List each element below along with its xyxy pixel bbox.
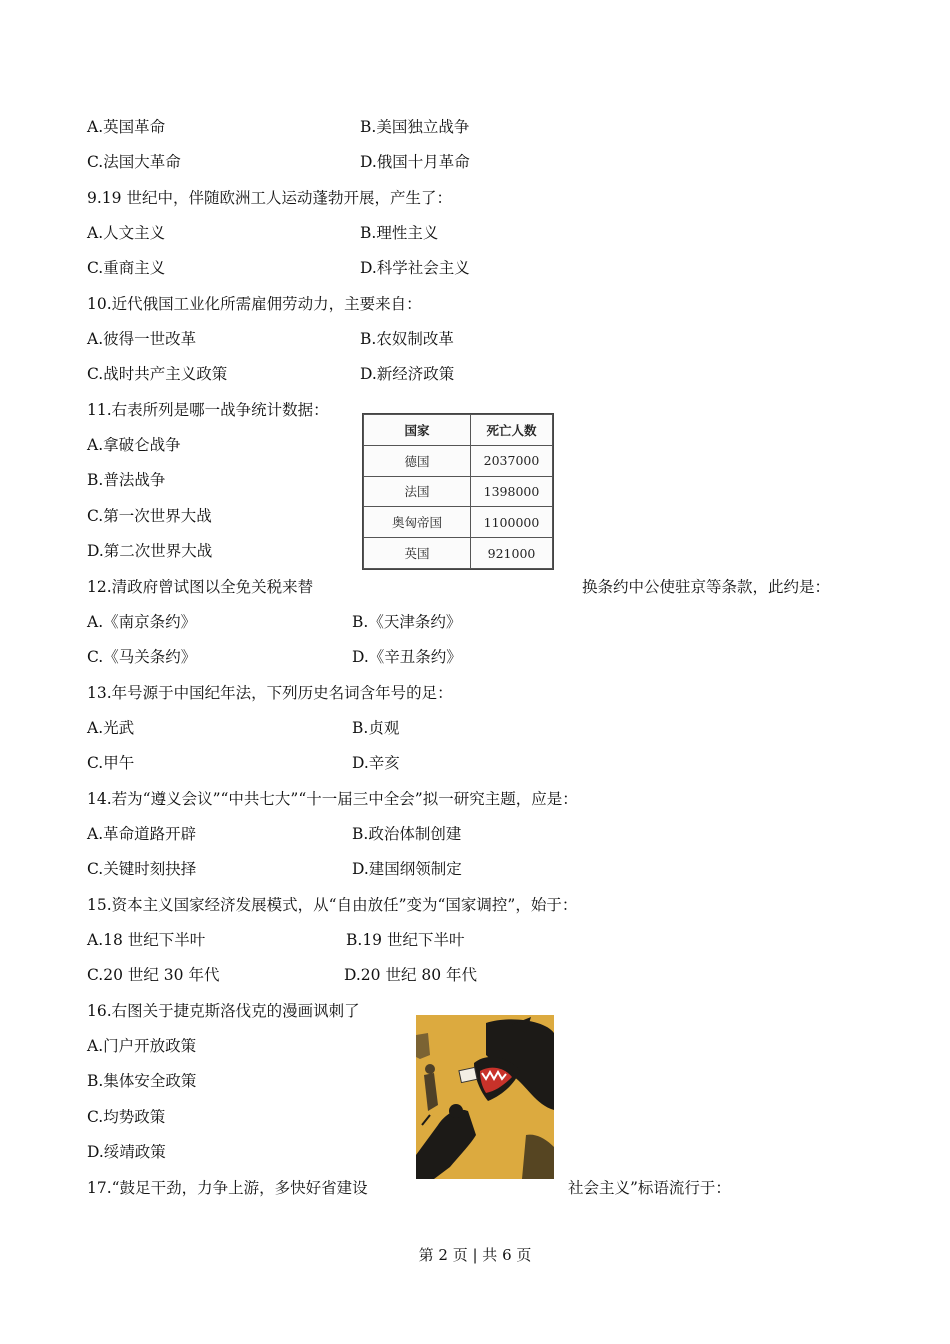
q15-option-b: B.19 世纪下半叶 <box>346 931 465 949</box>
q13-option-d: D.辛亥 <box>352 754 400 772</box>
q10-option-d: D.新经济政策 <box>360 365 455 383</box>
q16-option-d: D.绥靖政策 <box>87 1143 166 1161</box>
q12-stem-right: 换条约中公使驻京等条款，此约是： <box>582 578 831 596</box>
q12-option-a: A.《南京条约》 <box>87 613 197 631</box>
table-header-country: 国家 <box>364 415 471 446</box>
q11-option-a: A.拿破仑战争 <box>87 436 181 454</box>
q16-option-b: B.集体安全政策 <box>87 1072 197 1090</box>
q9-stem: 9.19 世纪中，伴随欧洲工人运动蓬勃开展，产生了： <box>87 189 452 207</box>
war-casualty-table <box>362 413 554 570</box>
q13-option-b: B.贞观 <box>352 719 400 737</box>
q12-option-c: C.《马关条约》 <box>87 648 197 666</box>
table-cell-country: 德国 <box>364 445 471 476</box>
q11-option-d: D.第二次世界大战 <box>87 542 213 560</box>
table-cell-country: 奥匈帝国 <box>364 507 471 538</box>
table-cell-deaths: 1398000 <box>471 476 553 507</box>
q13-stem: 13.年号源于中国纪年法，下列历史名词含年号的足： <box>87 684 453 702</box>
table-cell-country: 英国 <box>364 538 471 569</box>
q10-option-a: A.彼得一世改革 <box>87 330 197 348</box>
q13-option-c: C.甲午 <box>87 754 135 772</box>
q14-option-b: B.政治体制创建 <box>352 825 462 843</box>
table-cell-deaths: 1100000 <box>471 507 553 538</box>
q15-option-c: C.20 世纪 30 年代 <box>87 966 220 984</box>
q13-option-a: A.光武 <box>87 719 135 737</box>
table-cell-country: 法国 <box>364 476 471 507</box>
q14-option-a: A.革命道路开辟 <box>87 825 197 843</box>
table-cell-deaths: 2037000 <box>471 445 553 476</box>
q10-option-c: C.战时共产主义政策 <box>87 365 228 383</box>
czechoslovakia-cartoon-image <box>416 1015 554 1179</box>
q11-stem: 11.右表所列是哪一战争统计数据： <box>87 401 329 419</box>
table-row <box>364 538 553 569</box>
q16-option-c: C.均势政策 <box>87 1108 166 1126</box>
table-row <box>364 445 553 476</box>
page-footer: 第 2 页 | 共 6 页 <box>418 1246 532 1264</box>
q8-option-b: B.美国独立战争 <box>360 118 470 136</box>
table-row <box>364 507 553 538</box>
q12-option-d: D.《辛丑条约》 <box>352 648 462 666</box>
q14-option-c: C.关键时刻抉择 <box>87 860 197 878</box>
q8-option-c: C.法国大革命 <box>87 153 181 171</box>
q17-stem-right: 社会主义”标语流行于： <box>568 1179 731 1197</box>
q11-option-c: C.第一次世界大战 <box>87 507 212 525</box>
q16-option-a: A.门户开放政策 <box>87 1037 197 1055</box>
q15-option-d: D.20 世纪 80 年代 <box>344 966 478 984</box>
q12-option-b: B.《天津条约》 <box>352 613 462 631</box>
q11-option-b: B.普法战争 <box>87 471 166 489</box>
table-row <box>364 476 553 507</box>
q10-stem: 10.近代俄国工业化所需雇佣劳动力，主要来自： <box>87 295 422 313</box>
q10-option-b: B.农奴制改革 <box>360 330 454 348</box>
q9-option-c: C.重商主义 <box>87 259 166 277</box>
q14-option-d: D.建国纲领制定 <box>352 860 462 878</box>
q16-stem: 16.右图关于捷克斯洛伐克的漫画讽刺了 <box>87 1002 360 1020</box>
q9-option-b: B.理性主义 <box>360 224 439 242</box>
table-cell-deaths: 921000 <box>471 538 553 569</box>
table-header-deaths: 死亡人数 <box>471 415 553 446</box>
q14-stem: 14.若为“遵义会议”“中共七大”“十一届三中全会”拟一研究主题，应是： <box>87 790 578 808</box>
q15-stem: 15.资本主义国家经济发展模式，从“自由放任”变为“国家调控”，始于： <box>87 896 578 914</box>
q15-option-a: A.18 世纪下半叶 <box>87 931 206 949</box>
q8-option-d: D.俄国十月革命 <box>360 153 470 171</box>
q8-option-a: A.英国革命 <box>87 118 166 136</box>
q9-option-a: A.人文主义 <box>87 224 166 242</box>
q12-stem-left: 12.清政府曾试图以全免关税来替 <box>87 578 314 596</box>
q17-stem-left: 17.“鼓足干劲，力争上游，多快好省建设 <box>87 1179 368 1197</box>
q9-option-d: D.科学社会主义 <box>360 259 470 277</box>
